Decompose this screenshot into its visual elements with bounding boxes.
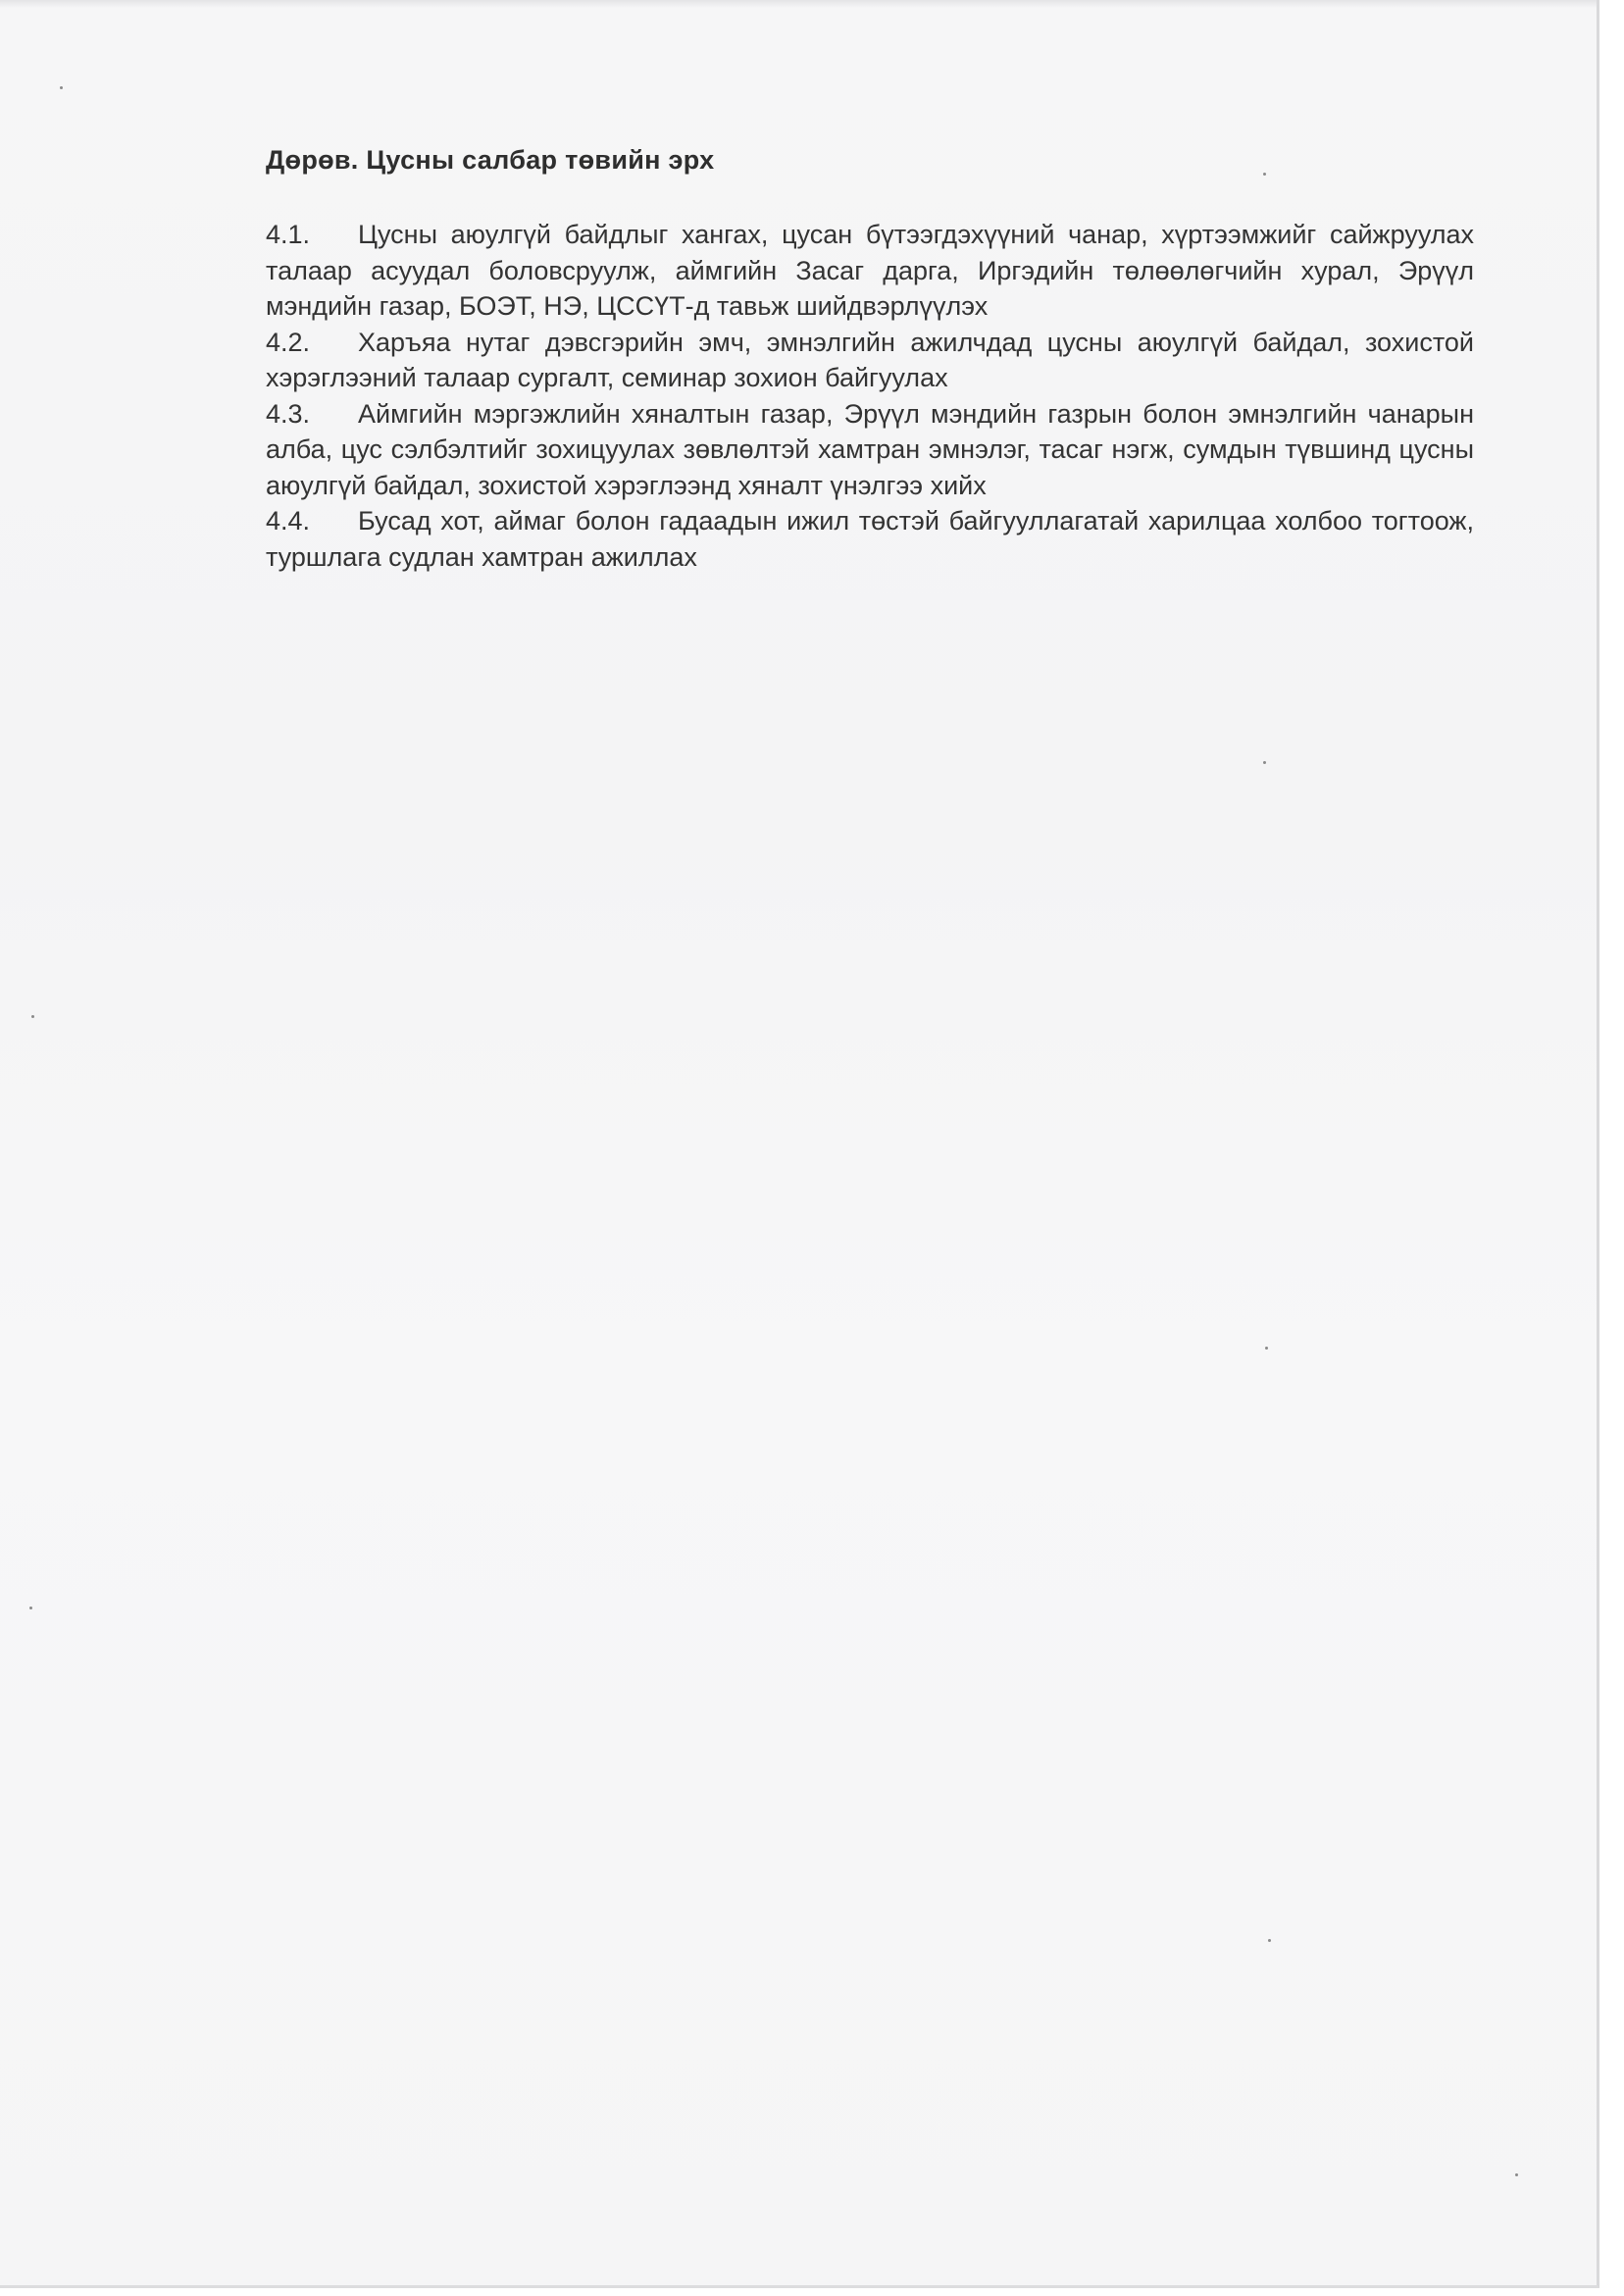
item-text: Бусад хот, аймаг болон гадаадын ижил төстэй байгууллагатай харилцаа холбоо тогтоож, туршлага судлан хамтран ажиллах xyxy=(266,506,1474,572)
item-number: 4.3. xyxy=(266,398,311,429)
document-body xyxy=(266,145,1474,575)
item-text: Харъяа нутаг дэвсгэрийн эмч, эмнэлгийн ажилчдад цусны аюулгүй байдал, зохистой хэрэглээний талаар сургалт, семинар зохион байгуулах xyxy=(266,327,1474,392)
scan-speck xyxy=(1263,173,1266,176)
scan-speck xyxy=(1265,1347,1268,1350)
scan-speck xyxy=(1268,1939,1271,1942)
list-item xyxy=(266,503,1474,575)
item-number: 4.2. xyxy=(266,327,311,357)
scan-speck xyxy=(60,86,63,89)
list-item xyxy=(266,396,1474,504)
scan-speck xyxy=(31,1015,34,1018)
list-item xyxy=(266,325,1474,396)
scan-margin xyxy=(1599,0,1624,2296)
scan-edge-shadow xyxy=(0,0,1597,8)
item-number: 4.1. xyxy=(266,220,311,249)
item-number: 4.4. xyxy=(266,506,311,536)
item-text: Аймгийн мэргэжлийн хяналтын газар, Эрүүл мэндийн газрын болон эмнэлгийн чанарын алба, цус сэлбэлтийг зохицуулах зөвлөлтэй хамтран эмнэлэг, тасаг нэгж, сумдын түвшинд цусны аюулгүй байдал, зохистой хэрэглээнд хяналт үнэлгээ хийх xyxy=(266,398,1474,500)
scan-speck xyxy=(1263,761,1266,764)
item-text: Цусны аюулгүй байдлыг хангах, цусан бүтээгдэхүүний чанар, хүртээмжийг сайжруулах талаар асуудал боловсруулж, аймгийн Засаг дарга, Иргэдийн төлөөлөгчийн хурал, Эрүүл мэндийн газар, БОЭТ, НЭ, ЦССҮТ-д тавьж шийдвэрлүүлэх xyxy=(266,220,1474,321)
section-heading: Дөрөв. Цусны салбар төвийн эрх xyxy=(266,145,715,175)
list-item xyxy=(266,217,1474,325)
scan-speck xyxy=(1515,2173,1518,2176)
scan-speck xyxy=(29,1607,32,1609)
